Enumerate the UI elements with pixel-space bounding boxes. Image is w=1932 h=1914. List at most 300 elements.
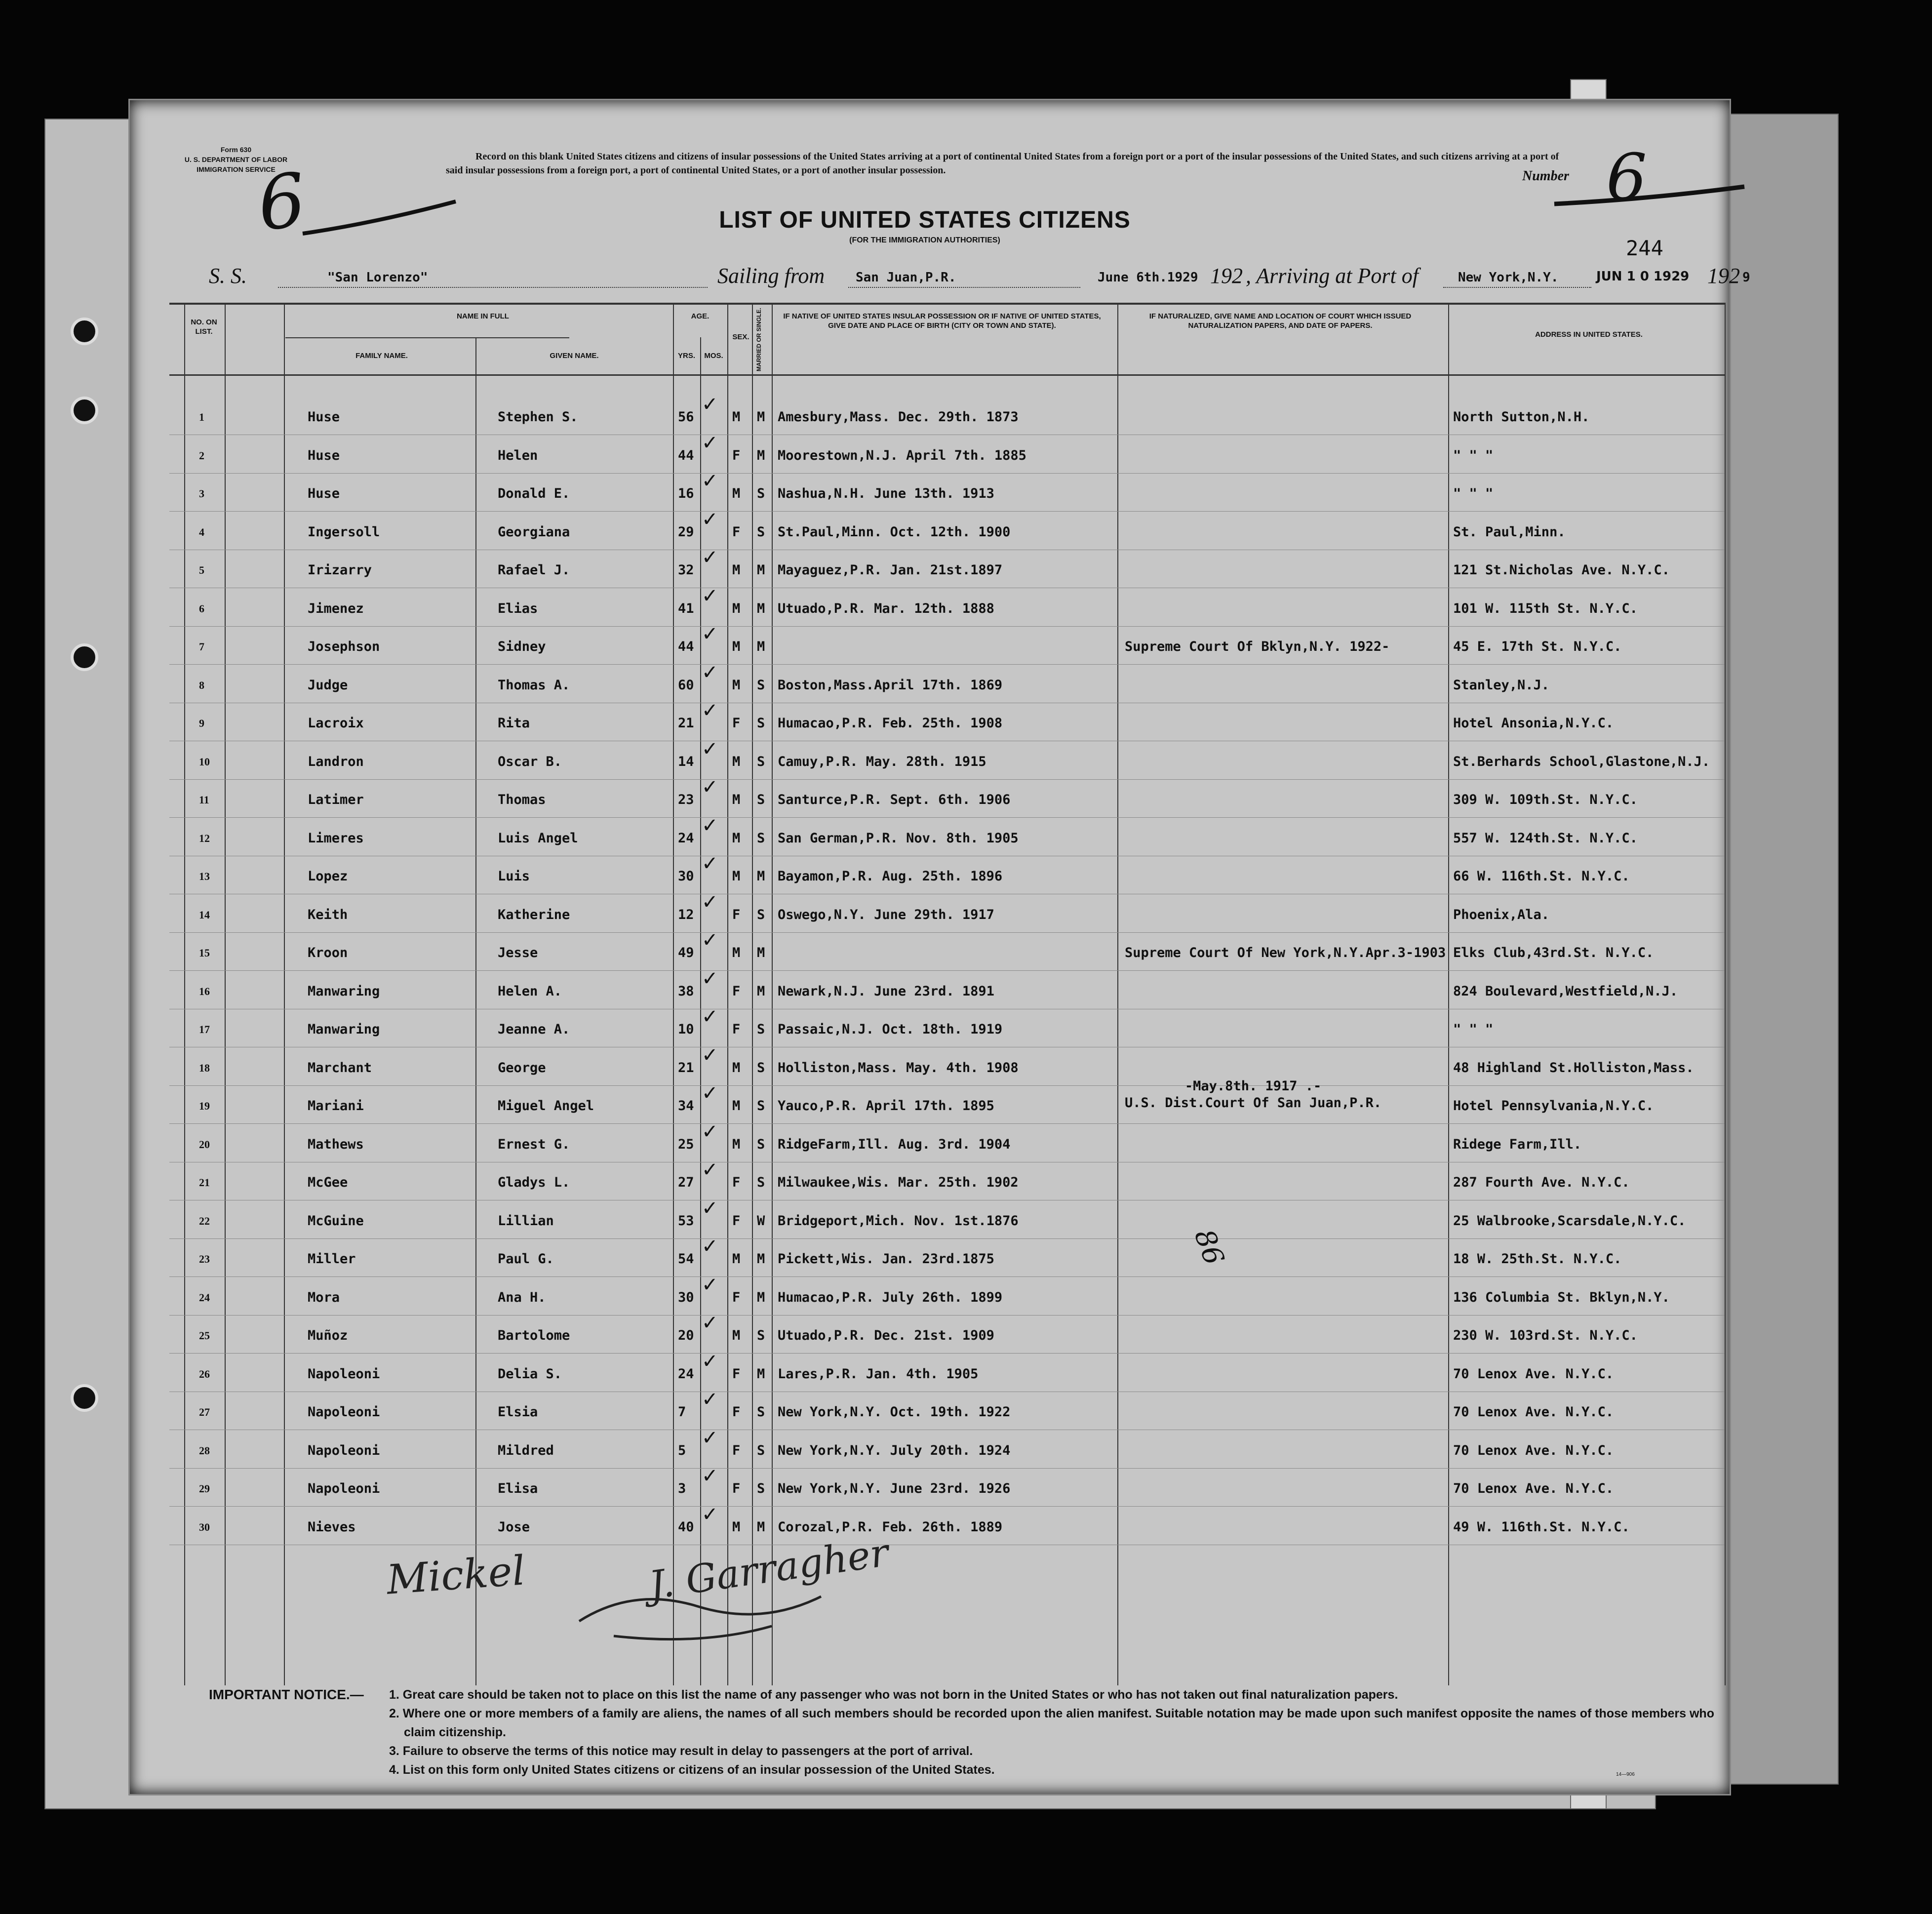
signature-right: J. Garragher [646, 1530, 892, 1608]
row-age: 34 [678, 1098, 694, 1114]
check-mark: ✓ [702, 661, 718, 684]
row-given-name: Mildred [498, 1442, 554, 1458]
row-marital-status: S [757, 1328, 765, 1343]
row-family-name: Ingersoll [308, 524, 380, 540]
row-age: 23 [678, 792, 694, 807]
row-marital-status: S [757, 1481, 765, 1496]
rule [1725, 303, 1726, 1685]
row-marital-status: M [757, 1289, 765, 1305]
row-line [169, 1276, 1725, 1277]
row-given-name: Stephen S. [498, 409, 578, 425]
row-marital-status: S [757, 1022, 765, 1037]
row-line [169, 1315, 1725, 1316]
row-number: 5 [199, 564, 204, 576]
row-number: 3 [199, 487, 204, 500]
check-mark: ✓ [702, 776, 718, 798]
row-marital-status: M [757, 600, 765, 616]
row-naturalization: -May.8th. 1917 .- U.S. Dist.Court Of San Juan,P.R. [1125, 1078, 1382, 1111]
row-given-name: Lillian [498, 1213, 554, 1229]
row-sex: M [732, 409, 741, 425]
check-mark: ✓ [702, 1043, 718, 1067]
col-age: AGE. [691, 312, 710, 320]
row-family-name: McGee [308, 1175, 348, 1190]
row-address: 230 W. 103rd.St. N.Y.C. [1453, 1328, 1638, 1343]
row-given-name: Jose [498, 1519, 530, 1535]
row-marital-status: M [757, 639, 765, 654]
row-birthplace: Santurce,P.R. Sept. 6th. 1906 [778, 792, 1011, 807]
check-mark: ✓ [702, 508, 718, 531]
row-given-name: Sidney [498, 639, 546, 654]
row-marital-status: S [757, 1175, 765, 1190]
row-given-name: Jeanne A. [498, 1022, 570, 1037]
row-sex: F [732, 1442, 741, 1458]
row-family-name: Napoleoni [308, 1366, 380, 1382]
row-given-name: Rafael J. [498, 562, 570, 578]
check-mark: ✓ [702, 852, 718, 875]
row-birthplace: Lares,P.R. Jan. 4th. 1905 [778, 1366, 979, 1382]
row-age: 20 [678, 1328, 694, 1343]
row-number: 12 [199, 832, 210, 844]
row-age: 44 [678, 639, 694, 654]
rule [1117, 303, 1118, 1685]
row-marital-status: M [757, 983, 765, 999]
col-given-name: GIVEN NAME. [550, 352, 599, 360]
row-birthplace: San German,P.R. Nov. 8th. 1905 [778, 830, 1019, 846]
row-number: 26 [199, 1367, 210, 1380]
row-sex: M [732, 869, 741, 884]
row-family-name: Manwaring [308, 983, 380, 999]
row-number: 23 [199, 1253, 210, 1265]
row-age: 30 [678, 1289, 694, 1305]
row-address: Hotel Ansonia,N.Y.C. [1453, 716, 1614, 731]
row-marital-status: M [757, 1251, 765, 1267]
row-number: 15 [199, 947, 210, 959]
row-age: 5 [678, 1442, 686, 1458]
row-address: 18 W. 25th.St. N.Y.C. [1453, 1251, 1622, 1267]
row-sex: F [732, 1404, 741, 1420]
rule [284, 303, 285, 1685]
row-age: 41 [678, 600, 694, 616]
row-birthplace: Camuy,P.R. May. 28th. 1915 [778, 754, 986, 769]
ship-dotline [278, 287, 708, 288]
row-family-name: McGuine [308, 1213, 364, 1229]
row-sex: F [732, 907, 741, 922]
row-marital-status: S [757, 830, 765, 846]
notice-heading: IMPORTANT NOTICE.— [209, 1687, 364, 1702]
row-family-name: Huse [308, 486, 340, 501]
rule [225, 303, 226, 1685]
row-marital-status: M [757, 447, 765, 463]
row-address: " " " [1453, 447, 1494, 463]
row-marital-status: M [757, 1366, 765, 1382]
row-birthplace: Corozal,P.R. Feb. 26th. 1889 [778, 1519, 1003, 1535]
rule [475, 337, 476, 1685]
row-age: 56 [678, 409, 694, 425]
row-marital-status: S [757, 524, 765, 540]
check-mark: ✓ [702, 1503, 718, 1526]
row-number: 2 [199, 449, 204, 462]
row-address: 121 St.Nicholas Ave. N.Y.C. [1453, 562, 1670, 578]
row-age: 60 [678, 677, 694, 693]
row-age: 7 [678, 1404, 686, 1420]
signature-left: Mickel [385, 1547, 527, 1604]
row-sex: F [732, 1289, 741, 1305]
row-given-name: Thomas A. [498, 677, 570, 693]
row-address: 70 Lenox Ave. N.Y.C. [1453, 1366, 1614, 1382]
row-birthplace: Milwaukee,Wis. Mar. 25th. 1902 [778, 1175, 1019, 1190]
row-number: 10 [199, 755, 210, 768]
notice-item: 1. Great care should be taken not to place on this list the name of any passenger who was not born in the United States or who has not taken out final naturalization papers. [389, 1688, 1398, 1702]
row-birthplace: Boston,Mass.April 17th. 1869 [778, 677, 1003, 693]
number-value: 6 [1606, 140, 1647, 215]
check-mark: ✓ [702, 814, 718, 837]
sailing-date: June 6th.1929 [1098, 270, 1198, 285]
row-marital-status: S [757, 677, 765, 693]
row-birthplace: Holliston,Mass. May. 4th. 1908 [778, 1060, 1019, 1076]
check-mark: ✓ [702, 393, 718, 416]
check-mark: ✓ [702, 699, 718, 722]
col-sex: SEX. [732, 333, 749, 341]
row-age: 12 [678, 907, 694, 922]
row-line [169, 817, 1725, 818]
row-sex: M [732, 754, 741, 769]
service: IMMIGRATION SERVICE [197, 165, 276, 173]
row-address: " " " [1453, 1022, 1494, 1037]
row-age: 25 [678, 1136, 694, 1152]
row-given-name: Helen [498, 447, 538, 463]
row-sex: M [732, 1098, 741, 1114]
row-given-name: Jesse [498, 945, 538, 960]
row-naturalization: Supreme Court Of New York,N.Y.Apr.3-1903 [1125, 945, 1446, 960]
row-birthplace: Newark,N.J. June 23rd. 1891 [778, 983, 994, 999]
row-given-name: Georgiana [498, 524, 570, 540]
row-address: Ridege Farm,Ill. [1453, 1136, 1582, 1152]
sailing-label: Sailing from [717, 264, 825, 288]
row-marital-status: S [757, 907, 765, 922]
row-sex: M [732, 1136, 741, 1152]
row-birthplace: Passaic,N.J. Oct. 18th. 1919 [778, 1022, 1003, 1037]
row-family-name: Mariani [308, 1098, 364, 1114]
check-mark: ✓ [702, 1426, 718, 1449]
row-family-name: Latimer [308, 792, 364, 807]
row-address: 66 W. 116th.St. N.Y.C. [1453, 869, 1630, 884]
row-sex: M [732, 639, 741, 654]
row-line [169, 1085, 1725, 1086]
row-address: North Sutton,N.H. [1453, 409, 1590, 425]
arrival-year-digit: 9 [1742, 270, 1750, 285]
row-address: 45 E. 17th St. N.Y.C. [1453, 639, 1622, 654]
row-sex: F [732, 716, 741, 731]
row-number: 28 [199, 1444, 210, 1457]
row-family-name: Marchant [308, 1060, 372, 1076]
notice-item: 2. Where one or more members of a family are aliens, the names of all such members should be recorded upon the alien manifest. Suitable notation may be made upon such manifest opposite the names of those members who claim citizenship. [389, 1707, 1714, 1739]
row-birthplace: New York,N.Y. July 20th. 1924 [778, 1442, 1011, 1458]
row-sex: M [732, 792, 741, 807]
page-number: 244 [1626, 236, 1663, 260]
row-sex: M [732, 486, 741, 501]
instructions-text: Record on this blank United States citizens and citizens of insular possessions of the United States arriving at a port of continental United States from a foreign port or a port of the insular possessions of the United States, and such citizens arriving at a port of said insular possessions from a foreign port, a port of continental United States, or a port of another insular possession. [446, 151, 1559, 176]
row-given-name: Katherine [498, 907, 570, 922]
row-birthplace: Utuado,P.R. Mar. 12th. 1888 [778, 600, 994, 616]
check-mark: ✓ [702, 1273, 718, 1296]
row-birthplace: RidgeFarm,Ill. Aug. 3rd. 1904 [778, 1136, 1011, 1152]
row-given-name: Bartolome [498, 1328, 570, 1343]
row-number: 4 [199, 525, 204, 538]
row-number: 19 [199, 1100, 210, 1112]
row-family-name: Irizarry [308, 562, 372, 578]
row-address: 557 W. 124th.St. N.Y.C. [1453, 830, 1638, 846]
row-marital-status: S [757, 1136, 765, 1152]
check-mark: ✓ [702, 1120, 718, 1143]
row-given-name: Elisa [498, 1481, 538, 1496]
header-bottom-border [169, 374, 1725, 376]
notice-item: 3. Failure to observe the terms of this notice may result in delay to passengers at the port of arrival. [389, 1744, 973, 1758]
row-given-name: Donald E. [498, 486, 570, 501]
row-line [169, 1468, 1725, 1469]
row-address: 48 Highland St.Holliston,Mass. [1453, 1060, 1694, 1076]
check-mark: ✓ [702, 1312, 718, 1334]
check-mark: ✓ [702, 1005, 718, 1028]
col-family-name: FAMILY NAME. [355, 352, 408, 360]
row-given-name: Elias [498, 600, 538, 616]
row-sex: M [732, 830, 741, 846]
row-marital-status: M [757, 869, 765, 884]
row-given-name: George [498, 1060, 546, 1076]
row-age: 40 [678, 1519, 694, 1535]
row-birthplace: Utuado,P.R. Dec. 21st. 1909 [778, 1328, 994, 1343]
row-sex: M [732, 1251, 741, 1267]
row-number: 14 [199, 908, 210, 921]
row-age: 21 [678, 716, 694, 731]
row-line [169, 970, 1725, 971]
row-age: 10 [678, 1022, 694, 1037]
row-given-name: Delia S. [498, 1366, 562, 1382]
check-mark: ✓ [702, 1158, 718, 1181]
row-sex: F [732, 1366, 741, 1382]
row-address: 25 Walbrooke,Scarsdale,N.Y.C. [1453, 1213, 1686, 1229]
row-line [169, 626, 1725, 627]
rule [184, 303, 185, 1685]
row-age: 16 [678, 486, 694, 501]
row-sex: M [732, 562, 741, 578]
row-birthplace: New York,N.Y. June 23rd. 1926 [778, 1481, 1011, 1496]
row-sex: M [732, 1328, 741, 1343]
passenger-table [169, 303, 1725, 1685]
col-married-single: MARRIED OR SINGLE. [755, 308, 762, 372]
row-sex: F [732, 1481, 741, 1496]
row-number: 30 [199, 1520, 210, 1533]
row-given-name: Oscar B. [498, 754, 562, 769]
check-mark: ✓ [702, 929, 718, 952]
row-birthplace: St.Paul,Minn. Oct. 12th. 1900 [778, 524, 1011, 540]
row-line [169, 1123, 1725, 1124]
rule [727, 303, 728, 1685]
check-mark: ✓ [702, 890, 718, 914]
row-family-name: Landron [308, 754, 364, 769]
row-number: 11 [199, 794, 209, 806]
col-yrs: YRS. [677, 352, 695, 360]
row-sex: M [732, 600, 741, 616]
row-family-name: Lacroix [308, 716, 364, 731]
row-age: 53 [678, 1213, 694, 1229]
row-family-name: Huse [308, 409, 340, 425]
row-sex: F [732, 1022, 741, 1037]
row-address: 70 Lenox Ave. N.Y.C. [1453, 1442, 1614, 1458]
col-name-in-full: NAME IN FULL [457, 312, 509, 320]
row-naturalization: Supreme Court Of Bklyn,N.Y. 1922- [1125, 639, 1390, 654]
table-top-border [169, 303, 1725, 305]
row-given-name: Luis Angel [498, 830, 578, 846]
row-age: 24 [678, 1366, 694, 1382]
arrival-date-stamp: JUN 1 0 1929 [1596, 269, 1690, 284]
check-mark: ✓ [702, 1196, 718, 1220]
row-sex: M [732, 945, 741, 960]
row-age: 29 [678, 524, 694, 540]
row-birthplace: Mayaguez,P.R. Jan. 21st.1897 [778, 562, 1003, 578]
row-given-name: Gladys L. [498, 1175, 570, 1190]
row-number: 17 [199, 1023, 210, 1036]
binder-hole [71, 397, 98, 424]
row-age: 14 [678, 754, 694, 769]
sailing-from: San Juan,P.R. [856, 270, 956, 285]
number-underline [1552, 184, 1749, 214]
row-number: 16 [199, 985, 210, 997]
row-family-name: Nieves [308, 1519, 356, 1535]
row-given-name: Ana H. [498, 1289, 546, 1305]
row-family-name: Napoleoni [308, 1442, 380, 1458]
col-birthplace: IF NATIVE OF UNITED STATES INSULAR POSSESSION OR IF NATIVE OF UNITED STATES, GIVE DATE AND PLACE OF BIRTH (CITY OR TOWN AND STATE). [783, 312, 1101, 330]
row-age: 38 [678, 983, 694, 999]
row-number: 6 [199, 602, 204, 615]
row-age: 21 [678, 1060, 694, 1076]
row-number: 1 [199, 411, 204, 423]
row-address: St.Berhards School,Glastone,N.J. [1453, 754, 1710, 769]
row-age: 44 [678, 447, 694, 463]
row-marital-status: M [757, 1519, 765, 1535]
row-number: 25 [199, 1329, 210, 1342]
row-given-name: Ernest G. [498, 1136, 570, 1152]
row-address: Phoenix,Ala. [1453, 907, 1550, 922]
row-family-name: Limeres [308, 830, 364, 846]
row-line [169, 1353, 1725, 1354]
row-family-name: Mora [308, 1289, 340, 1305]
row-address: 70 Lenox Ave. N.Y.C. [1453, 1404, 1614, 1420]
margin-mark: 86 [1187, 1225, 1230, 1270]
row-family-name: Napoleoni [308, 1404, 380, 1420]
row-line [169, 1238, 1725, 1239]
row-number: 24 [199, 1291, 210, 1304]
row-number: 9 [199, 717, 204, 729]
department: U. S. DEPARTMENT OF LABOR [184, 156, 288, 163]
check-mark: ✓ [702, 737, 718, 760]
check-mark: ✓ [702, 1082, 718, 1105]
row-address: 101 W. 115th St. N.Y.C. [1453, 600, 1638, 616]
row-address: " " " [1453, 486, 1494, 501]
row-number: 7 [199, 640, 204, 653]
row-number: 29 [199, 1482, 210, 1495]
row-family-name: Judge [308, 677, 348, 693]
row-number: 8 [199, 678, 204, 691]
row-address: 136 Columbia St. Bklyn,N.Y. [1453, 1289, 1670, 1305]
row-birthplace: Oswego,N.Y. June 29th. 1917 [778, 907, 994, 922]
ship-name: "San Lorenzo" [327, 270, 428, 285]
row-family-name: Josephson [308, 639, 380, 654]
col-no: NO. ON LIST. [191, 318, 217, 336]
check-mark: ✓ [702, 546, 718, 569]
row-sex: M [732, 1519, 741, 1535]
row-family-name: Jimenez [308, 600, 364, 616]
voyage-line [164, 263, 1750, 293]
row-marital-status: M [757, 562, 765, 578]
row-address: St. Paul,Minn. [1453, 524, 1566, 540]
row-family-name: Keith [308, 907, 348, 922]
row-family-name: Huse [308, 447, 340, 463]
row-birthplace: Amesbury,Mass. Dec. 29th. 1873 [778, 409, 1019, 425]
check-mark: ✓ [702, 1465, 718, 1487]
binder-hole [71, 643, 98, 671]
row-line [169, 473, 1725, 474]
arrival-year: 192 [1707, 264, 1740, 288]
col-naturalization: IF NATURALIZED, GIVE NAME AND LOCATION OF COURT WHICH ISSUED NATURALIZATION PAPERS, AND DATE OF PAPERS. [1149, 312, 1412, 330]
manifest-page [128, 99, 1750, 1795]
row-age: 27 [678, 1175, 694, 1190]
check-mark: ✓ [702, 1235, 718, 1258]
row-sex: F [732, 1175, 741, 1190]
row-address: 70 Lenox Ave. N.Y.C. [1453, 1481, 1614, 1496]
row-address: Elks Club,43rd.St. N.Y.C. [1453, 945, 1654, 960]
check-mark: ✓ [702, 470, 718, 492]
row-line [169, 664, 1725, 665]
row-marital-status: S [757, 754, 765, 769]
handwritten-underline [298, 189, 466, 248]
row-birthplace: Yauco,P.R. April 17th. 1895 [778, 1098, 994, 1114]
check-mark: ✓ [702, 967, 718, 990]
row-marital-status: S [757, 1404, 765, 1420]
row-number: 18 [199, 1061, 210, 1074]
row-address: 287 Fourth Ave. N.Y.C. [1453, 1175, 1630, 1190]
row-given-name: Luis [498, 869, 530, 884]
notice-items [389, 1685, 1722, 1779]
arriving-label: , Arriving at Port of [1246, 264, 1419, 288]
row-address: Stanley,N.J. [1453, 677, 1550, 693]
row-address: 49 W. 116th.St. N.Y.C. [1453, 1519, 1630, 1535]
handwritten-number: 6 [254, 157, 310, 248]
arriving-port: New York,N.Y. [1458, 270, 1559, 285]
notice-item: 4. List on this form only United States citizens or citizens of an insular possession of the United States. [389, 1763, 995, 1777]
rule [700, 337, 701, 1685]
row-sex: F [732, 1213, 741, 1229]
row-marital-status: S [757, 1442, 765, 1458]
row-given-name: Miguel Angel [498, 1098, 594, 1114]
check-mark: ✓ [702, 431, 718, 454]
row-number: 22 [199, 1214, 210, 1227]
row-marital-status: M [757, 945, 765, 960]
binder-hole [71, 1384, 98, 1412]
row-line [169, 932, 1725, 933]
row-sex: F [732, 983, 741, 999]
check-mark: ✓ [702, 1388, 718, 1411]
page-title: LIST OF UNITED STATES CITIZENS [719, 207, 1131, 233]
row-birthplace: Moorestown,N.J. April 7th. 1885 [778, 447, 1026, 463]
form-code: 14—906 [1616, 1772, 1635, 1777]
rule [1448, 303, 1449, 1685]
row-family-name: Mathews [308, 1136, 364, 1152]
row-marital-status: S [757, 1060, 765, 1076]
row-line [169, 779, 1725, 780]
row-given-name: Paul G. [498, 1251, 554, 1267]
ss-label: S. S. [209, 264, 247, 288]
row-given-name: Helen A. [498, 983, 562, 999]
